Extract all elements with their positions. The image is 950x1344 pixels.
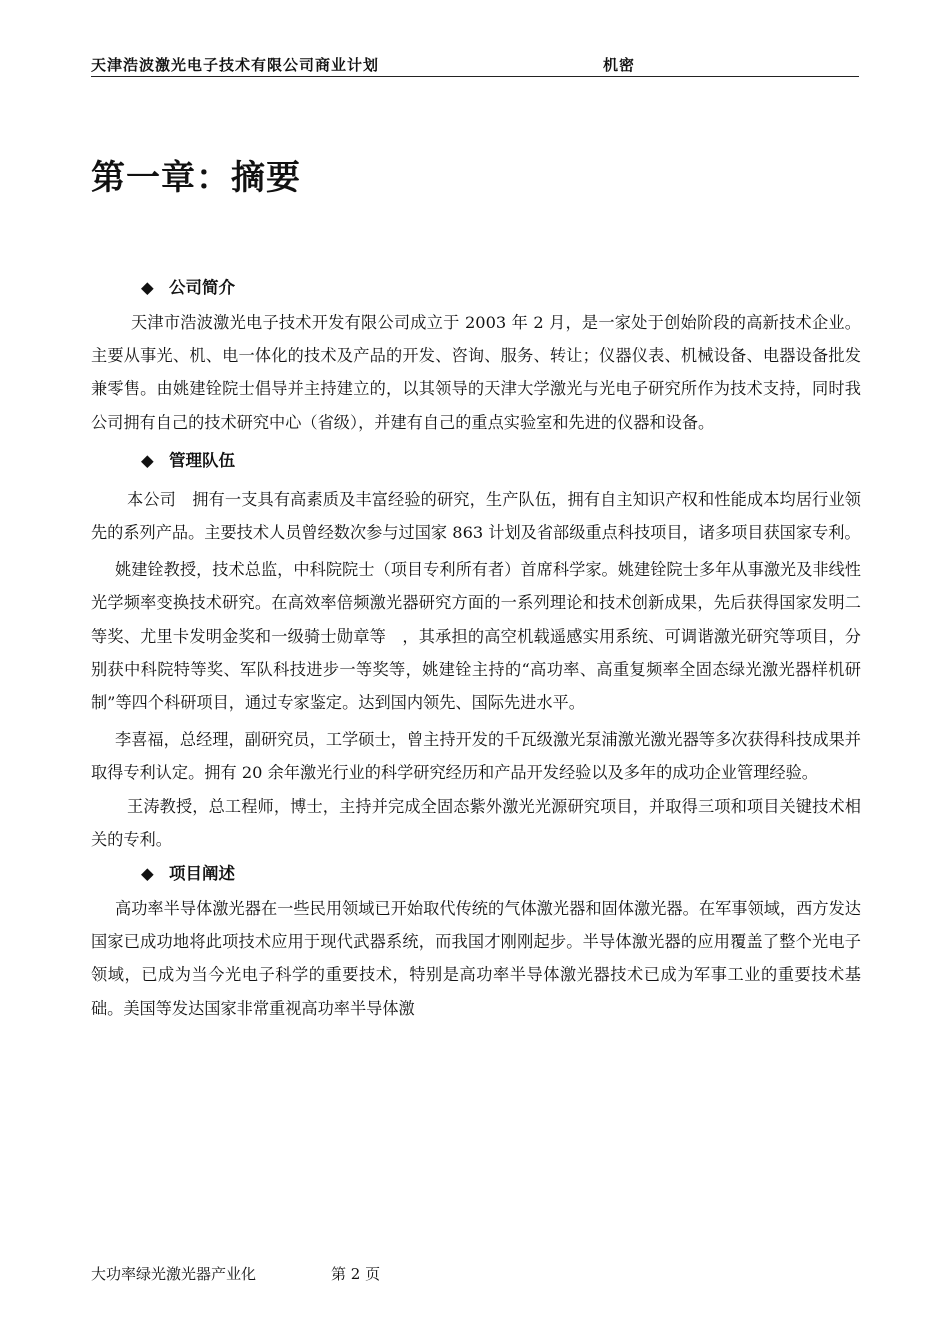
section-heading-text: 公司简介: [169, 278, 235, 297]
paragraph-team-yao: 姚建铨教授，技术总监，中科院院士（项目专利所有者）首席科学家。姚建铨院士多年从事激光及非线性光学频率变换技术研究。在高效率倍频激光器研究方面的一系列理论和技术创新成果，先后获得国家发明二等奖、尤里卡发明金奖和一级骑士勋章等 ，其承担的高空机载遥感实用系统、可调谐激光研究等项目，分别获中科院特等奖、军队科技进步一等奖等，姚建铨主持的“高功率、高重复频率全固态绿光激光器样机研制”等四个科研项目，通过专家鉴定。达到国内领先、国际先进水平。: [91, 560, 861, 713]
page-header: [91, 52, 859, 77]
footer-page-number: 第 2 页: [331, 1265, 381, 1283]
diamond-bullet-icon: ◆: [141, 450, 154, 470]
diamond-bullet-icon: ◆: [141, 278, 154, 297]
section-heading-company: [91, 270, 861, 306]
paragraph-team-overview: 本公司 拥有一支具有高素质及丰富经验的研究，生产队伍，拥有自主知识产权和性能成本均居行业领先的系列产品。主要技术人员曾经数次参与过国家 863 计划及省部级重点科技项目，诸多项目获国家专利。: [91, 489, 861, 543]
section-heading-text: 项目阐述: [169, 864, 235, 884]
header-company-title: 天津浩波激光电子技术有限公司商业计划: [91, 56, 380, 74]
paragraph-project-intro: 高功率半导体激光器在一些民用领域已开始取代传统的气体激光器和固体激光器。在军事领域，西方发达国家已成功地将此项技术应用于现代武器系统，而我国才刚刚起步。半导体激光器的应用覆盖了整个光电子领域，已成为当今光电子科学的重要技术，特别是高功率半导体激光器技术已成为军事工业的重要技术基础。美国等发达国家非常重视高功率半导体激: [91, 899, 861, 1018]
section-heading-project: [91, 856, 861, 892]
section-heading-team: [91, 443, 861, 479]
section-heading-text: 管理队伍: [169, 450, 235, 470]
paragraph-company-intro: 天津市浩波激光电子技术开发有限公司成立于 2003 年 2 月，是一家处于创始阶段的高新技术企业。主要从事光、机、电一体化的技术及产品的开发、咨询、服务、转让；仪器仪表、机械设备、电器设备批发兼零售。由姚建铨院士倡导并主持建立的，以其领导的天津大学激光与光电子研究所作为技术支持，同时我公司拥有自己的技术研究中心（省级），并建有自己的重点实验室和先进的仪器和设备。: [91, 313, 861, 432]
diamond-bullet-icon: ◆: [141, 864, 154, 884]
header-confidential-label: 机密: [603, 56, 636, 74]
document-body: [91, 270, 861, 1025]
page-footer: [91, 1263, 691, 1284]
footer-title: 大功率绿光激光器产业化: [91, 1265, 257, 1283]
chapter-title: 第一章：摘要: [91, 158, 301, 198]
paragraph-team-li: 李喜福，总经理，副研究员，工学硕士，曾主持开发的千瓦级激光泵浦激光激光器等多次获得科技成果并取得专利认定。拥有 20 余年激光行业的科学研究经历和产品开发经验以及多年的成功企业管理经验。: [91, 730, 861, 783]
paragraph-team-wang: 王涛教授，总工程师，博士，主持并完成全固态紫外激光光源研究项目，并取得三项和项目关键技术相关的专利。: [91, 796, 861, 849]
